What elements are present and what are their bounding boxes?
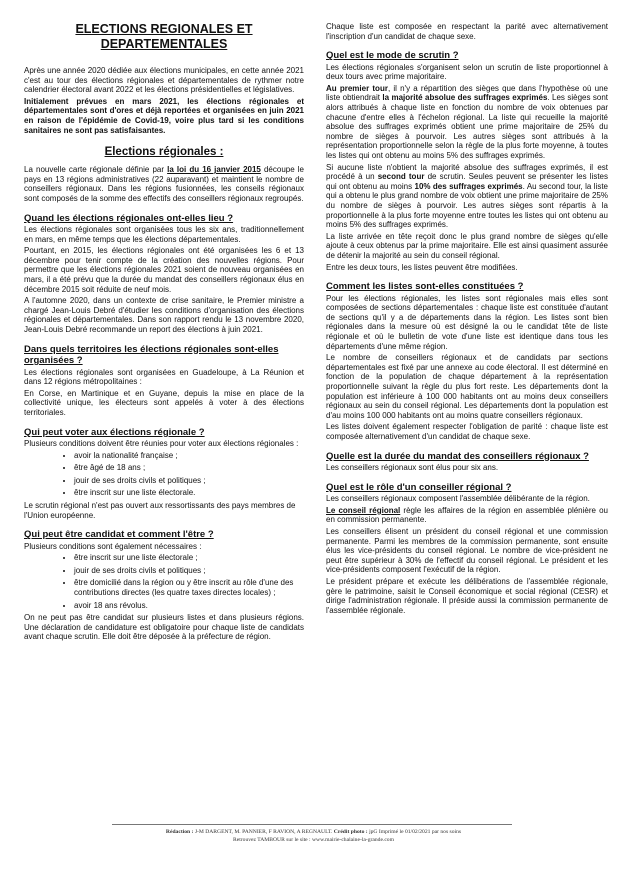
text-run: Entre les deux tours, les listes peuvent être modifiées. bbox=[326, 262, 518, 272]
text-run: Après une année 2020 dédiée aux élections municipales, en cette année 2021 c'est au tour des élections régionales et départementales de rythmer notre calendrier électoral avant 2022 et les élections présidentielles et législatives. bbox=[24, 66, 304, 95]
paragraph bbox=[326, 577, 608, 615]
text-run: Le scrutin régional n'est pas ouvert aux ressortissants des pays membres de l'Union européenne. bbox=[24, 501, 296, 520]
paragraph bbox=[326, 506, 608, 525]
page-title bbox=[24, 22, 304, 52]
text-run: Qui peut être candidat et comment l'être ? bbox=[24, 529, 214, 541]
bullet-list bbox=[24, 451, 304, 498]
paragraph bbox=[326, 422, 608, 441]
text-run: Quelle est la durée du mandat des conseillers régionaux ? bbox=[326, 450, 589, 462]
text-run: La nouvelle carte régionale définie par bbox=[24, 165, 168, 175]
bullet-item: • être domicilié dans la région ou y être inscrit au rôle d'une des contributions directes (les quatre taxes directes locales) ; bbox=[74, 578, 304, 597]
paragraph bbox=[326, 294, 608, 352]
text-run: découpe le pays en 13 régions administratives (22 auparavant) et maintient le nombre de conseillers régionaux. Dans les régions fusionnées, les conseils régionaux sont composés de la somme des effectifs des conseillers régionaux regroupés. bbox=[24, 165, 304, 203]
text-run: Les listes doivent également respecter l'obligation de parité : chaque liste est composée alternativement d'un candidat de chaque sexe. bbox=[326, 422, 608, 441]
text-run: On ne peut pas être candidat sur plusieurs listes et dans plusieurs régions. Une déclaration de candidature est obligatoire pour chaque liste de candidats avant chaque scrutin. Elle doit être déposée à la préfecture de région. bbox=[24, 613, 304, 642]
text-run: La liste arrivée en tête reçoit donc le plus grand nombre de sièges qu'elle ajoute à ceux obtenus par la prime majoritaire. Elle est ainsi quasiment assurée de détenir la majorité au sein du conseil régional. bbox=[326, 231, 608, 260]
paragraph bbox=[326, 527, 608, 575]
bullet-item: • jouir de ses droits civils et politiques ; bbox=[74, 476, 304, 486]
bullet-list bbox=[24, 553, 304, 610]
question-heading bbox=[326, 451, 608, 463]
paragraph bbox=[326, 163, 608, 230]
emphasized-text: second tour bbox=[377, 172, 425, 182]
text-run: En Corse, en Martinique et en Guyane, depuis la mise en place de la collectivité unique, les électeurs sont appelés à voter à des élections territoriales. bbox=[24, 388, 304, 417]
text-run: Les élections régionales s'organisent selon un scrutin de liste proportionnel à deux tours avec prime majoritaire. bbox=[326, 62, 608, 82]
text-run: Si aucune liste n'obtient la majorité absolue des suffrages exprimés, il est procédé à un bbox=[326, 162, 608, 182]
paragraph bbox=[326, 232, 608, 261]
bullet-item: • avoir 18 ans révolus. bbox=[74, 601, 304, 611]
paragraph bbox=[24, 501, 304, 520]
bullet-item: • être âgé de 18 ans ; bbox=[74, 463, 304, 473]
text-run: Plusieurs conditions sont également nécessaires : bbox=[24, 541, 202, 551]
emphasized-text: Le conseil régional bbox=[326, 505, 401, 515]
right-column bbox=[326, 22, 608, 617]
left-column bbox=[24, 22, 304, 644]
text-run: Pour les élections régionales, les listes sont régionales mais elles sont composées de sections départementales : chaque liste est constituée d'autant de sections qu'il y a de départements dans la région. Les listes sont bien régionales dans la mesure où est désigné la ou le candidat tête de liste régionale et où le bulletin de vote d'une liste est identique dans tous les départements d'une même région. bbox=[326, 293, 608, 351]
question-heading bbox=[326, 281, 608, 293]
paragraph bbox=[24, 225, 304, 244]
bullet-item: • jouir de ses droits civils et politiques ; bbox=[74, 566, 304, 576]
question-heading bbox=[326, 482, 608, 494]
footer-divider bbox=[112, 824, 512, 825]
section-title bbox=[24, 145, 304, 159]
bullet-item: • avoir la nationalité française ; bbox=[74, 451, 304, 461]
text-run: ELECTIONS REGIONALES ET DEPARTEMENTALES bbox=[75, 22, 253, 51]
text-run: Elections régionales : bbox=[104, 146, 224, 159]
text-run: Quel est le mode de scrutin ? bbox=[326, 50, 459, 62]
footer-credits bbox=[0, 829, 627, 844]
emphasized-text: la majorité absolue des suffrages exprimés bbox=[382, 93, 548, 103]
text-run: règle les affaires de la région en assemblée plénière ou en commission permanente. bbox=[326, 505, 608, 525]
text-run: de scrutin. Seules peuvent se présenter les listes qui ont obtenu au moins bbox=[326, 172, 609, 191]
paragraph bbox=[24, 165, 304, 203]
text-run: Les conseillers élisent un président du conseil régional et une commission permanente. Parmi les membres de la commission permanente, sont ensuite élus les vice-présidents du conseil régional. Le nombre de vice-président ne peut être supérieur à 30% de l'effectif du conseil régional. Le président et les vice-présidents composent l'exécutif de la région. bbox=[326, 526, 608, 575]
bullet-item: • être inscrit sur une liste électorale ; bbox=[74, 553, 304, 563]
bullet-item: • être inscrit sur une liste électorale. bbox=[74, 488, 304, 498]
paragraph bbox=[24, 439, 304, 449]
paragraph bbox=[326, 353, 608, 420]
paragraph bbox=[326, 22, 608, 41]
paragraph bbox=[326, 263, 608, 273]
text-run: Plusieurs conditions doivent être réunies pour voter aux élections régionales : bbox=[24, 439, 299, 449]
paragraph bbox=[326, 463, 608, 473]
photo-credit-label: Crédit photo : bbox=[333, 829, 368, 835]
question-heading bbox=[326, 50, 608, 62]
paragraph bbox=[326, 84, 608, 161]
text-run: A l'automne 2020, dans un contexte de crise sanitaire, le Premier ministre a chargé Jean-Louis Debré d'étudier les conditions d'organisation des élections régionales et départementales. Dans son rapport rendu le 13 novembre 2020, Jean-Louis Debré recommande un report des élections à juin 2021. bbox=[24, 296, 304, 334]
paragraph bbox=[24, 246, 304, 294]
text-run: Le nombre de conseillers régionaux et de candidats par sections départementales est fixé par une annexe au code électoral. Il est déterminé en fonction de la population de chaque département à la représentation proportionnelle suivant la règle du plus fort reste. Les départements dont la population est inférieure à 100 000 habitants ont au moins deux conseillers régionaux au sein du conseil régional. Les départements dont la population est d'au moins 100 000 habitants ont au moins quatre conseillers régionaux. bbox=[326, 353, 608, 420]
emphasized-text: Initialement prévues en mars 2021, les élections régionales et départementales sont d'ores et déjà reportées et organisées en juin 2021 en raison de l'épidémie de Covid-19, voire plus tard si les conditions sanitaires ne sont pas satisfaisantes. bbox=[24, 96, 304, 135]
question-heading bbox=[24, 427, 304, 439]
paragraph bbox=[24, 389, 304, 418]
text-run: Le président prépare et exécute les délibérations de l'assemblée régionale, gère le patrimoine, saisit le Conseil économique et social régional (CESR) et dirige l'administration régionale. Il préside aussi la commission permanente de l'assemblée régionale. bbox=[326, 576, 608, 615]
text-run: . Au second tour, la liste qui a obtenu le plus grand nombre de voix obtient une prime majoritaire de 25% du nombre de sièges à pourvoir. Les autres sièges sont répartis à la proportionnelle à la plus forte moyenne entre toutes les listes qui ont obtenu au moins 5% des suffrages exprimés. bbox=[326, 181, 609, 230]
paragraph bbox=[24, 613, 304, 642]
text-run: Quel est le rôle d'un conseiller régional ? bbox=[326, 481, 512, 493]
text-run: , il n'y a répartition des sièges que dans l'hypothèse où une liste obtiendrait bbox=[326, 83, 608, 103]
text-run: Comment les listes sont-elles constituées ? bbox=[326, 281, 524, 293]
credits-line-2: Retrouvez TAMBOUR sur le site : www.mairie-chalaine-la-grande.com bbox=[233, 836, 394, 843]
paragraph bbox=[24, 542, 304, 552]
emphasized-text: Au premier tour bbox=[326, 83, 388, 93]
editors-text: J-M DARGENT, M. PANNIER, F RAVION, A REGNAULT. bbox=[193, 829, 334, 835]
text-run: Dans quels territoires les élections régionales sont-elles organisées ? bbox=[24, 343, 279, 367]
question-heading bbox=[24, 529, 304, 541]
paragraph bbox=[24, 97, 304, 135]
paragraph bbox=[326, 494, 608, 504]
question-heading bbox=[24, 213, 304, 225]
paragraph bbox=[24, 368, 304, 387]
text-run: Qui peut voter aux élections régionale ? bbox=[24, 426, 205, 438]
text-run: Les conseillers régionaux composent l'assemblée délibérante de la région. bbox=[326, 494, 590, 504]
paragraph bbox=[24, 66, 304, 95]
emphasized-text: 10% des suffrages exprimés bbox=[414, 181, 523, 191]
credits-line-1 bbox=[0, 829, 627, 837]
text-run: Les conseillers régionaux sont élus pour six ans. bbox=[326, 463, 499, 473]
text-run: . Les sièges sont alors attribués à chaque liste en fonction du nombre de voix obtenues par chacune d'entre elles à l'échelon régional. La liste qui recueille la majorité absolue des suffrages exprimés obtient une prime majoritaire de 25% du nombre de sièges à pourvoir. Les autres sièges sont attribués à la représentation proportionnelle selon la règle de la plus forte moyenne, à toutes les listes qui ont obtenu au moins 5% des suffrages exprimés. bbox=[326, 93, 608, 161]
question-heading bbox=[24, 344, 304, 367]
text-run: Chaque liste est composée en respectant la parité avec alternativement l'inscription d'un candidat de chaque sexe. bbox=[326, 22, 608, 41]
text-run: Pourtant, en 2015, les élections régionales ont été organisées les 6 et 13 décembre pour tenir compte de la création des nouvelles régions. Pour permettre que les élections régionales 2021 soient de nouveau organisées en mars, il a été prévu que la durée du mandat des conseillers régionaux élus en décembre 2015 soit réduite de neuf mois. bbox=[24, 246, 304, 294]
text-run: Les élections régionales sont organisées tous les six ans, traditionnellement en mars, en même temps que les élections départementales. bbox=[24, 225, 304, 244]
text-run: Quand les élections régionales ont-elles lieu ? bbox=[24, 212, 234, 224]
paragraph bbox=[326, 63, 608, 82]
photo-credit-text: jpG Imprimé le 01/02/2021 par nos soins bbox=[367, 829, 462, 835]
editors-label: Rédaction : bbox=[165, 829, 194, 835]
emphasized-text: la loi du 16 janvier 2015 bbox=[167, 165, 261, 175]
paragraph bbox=[24, 296, 304, 334]
text-run: Les élections régionales sont organisées en Guadeloupe, à La Réunion et dans 12 régions métropolitaines : bbox=[24, 367, 304, 387]
